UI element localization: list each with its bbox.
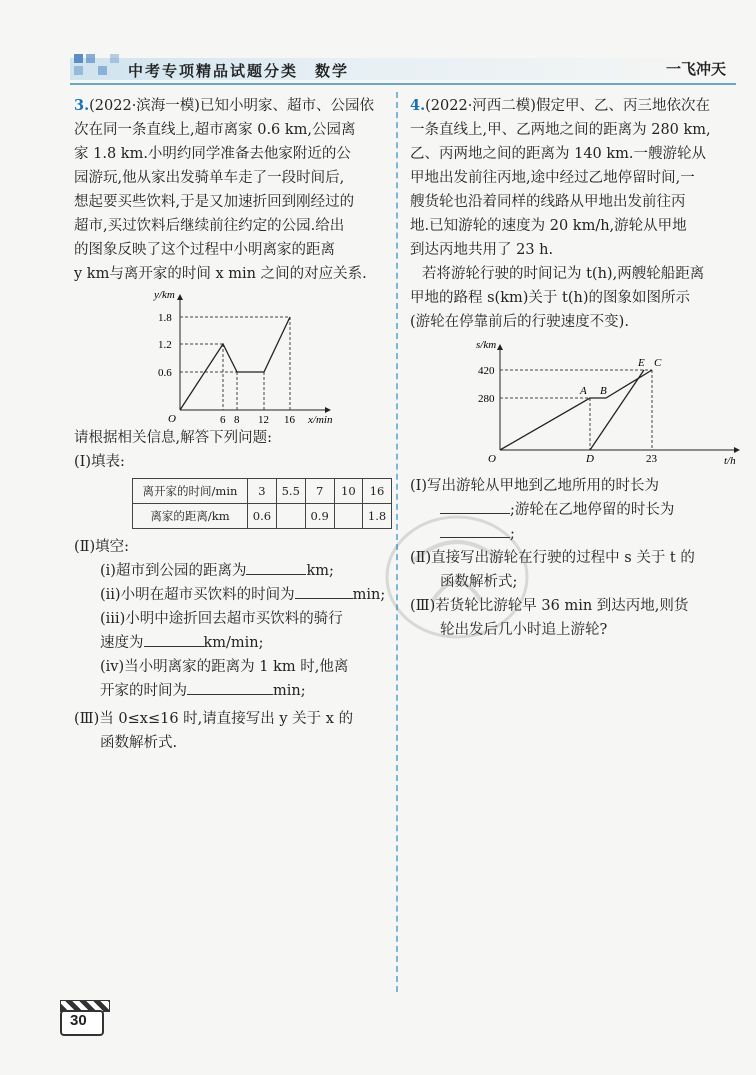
y-axis-label: y/km: [154, 290, 175, 301]
x-tick-label: 12: [258, 414, 269, 426]
question-number: 3.: [74, 97, 90, 114]
page-number-badge: [60, 1000, 116, 1034]
y-tick-label: 0.6: [158, 367, 172, 379]
point-label: E: [638, 357, 645, 369]
y-axis-arrow: [177, 294, 183, 300]
x-tick-label: 6: [220, 414, 226, 426]
q4-line: 若将游轮行驶的时间记为 t(h),两艘轮船距离: [422, 266, 705, 282]
q3-part2: (Ⅱ)填空:: [74, 539, 130, 555]
q4-line: 乙、丙两地之间的距离为 140 km.一艘游轮从: [410, 146, 707, 162]
q4-line: 地.已知游轮的速度为 20 km/h,游轮从甲地: [410, 218, 687, 234]
origin-label: O: [488, 453, 496, 465]
y-axis-arrow: [497, 344, 503, 350]
graph-line: [180, 317, 290, 410]
cargo-ship-line: [590, 370, 644, 450]
x-axis-label: t/h: [724, 455, 736, 466]
header-square: [98, 66, 107, 75]
table-cell: [276, 504, 305, 529]
q3-part1: (Ⅰ)填表:: [74, 454, 125, 470]
answer-blank: [144, 632, 204, 647]
answer-blank: [295, 584, 353, 599]
q4-line: 到达丙地共用了 23 h.: [410, 242, 554, 258]
y-tick-label: 420: [478, 365, 495, 377]
q4-part3: (Ⅲ)若货轮比游轮早 36 min 到达丙地,则货: [410, 598, 689, 614]
q3-sub4: (ⅳ)当小明离家的距离为 1 km 时,他离: [100, 659, 349, 675]
x-axis-arrow: [325, 407, 331, 413]
q3-line: 想起要买些饮料,于是又加速折回到刚经过的: [74, 194, 355, 210]
header-square: [74, 66, 83, 75]
q3-line: 超市,买过饮料后继续前往约定的公园.给出: [74, 218, 345, 234]
x-tick-label: 23: [646, 453, 657, 465]
x-tick-label: 8: [234, 414, 240, 426]
table-cell: 10: [334, 479, 363, 504]
page-number: 30: [70, 1012, 87, 1029]
table-cell: 离开家的时间/min: [133, 479, 248, 504]
q4-line: 甲地出发前往丙地,途中经过乙地停留时间,一: [410, 170, 695, 186]
table-cell: 7: [305, 479, 334, 504]
q3-line: 次在同一条直线上,超市离家 0.6 km,公园离: [74, 122, 356, 138]
q3-line: (2022·滨海一模)已知小明家、超市、公园依: [89, 98, 374, 114]
q4-graph: [472, 340, 752, 466]
q3-sub3: (ⅲ)小明中途折回去超市买饮料的骑行: [100, 611, 343, 627]
answer-blank: [187, 680, 273, 695]
table-cell: 离家的距离/km: [133, 504, 248, 529]
q3-line: y km与离开家的时间 x min 之间的对应关系.: [74, 266, 367, 282]
question-4: 4.(2022·河西二模)假定甲、乙、丙三地依次在 一条直线上,甲、乙两地之间的距离为 280 km, 乙、丙两地之间的距离为 140 km.一艘游轮从 甲地出发前往丙地,途中经过乙地停留时间,一 艘货轮也沿着同样的线路从甲地出发前往丙 地.已知游轮的速度为 20 km/h,游轮从甲地 到达丙地共用了 23 h. 若将游轮行驶的时间记为 t(h),两艘轮船距离 甲地的路程 s(km)关于 t(h)的图象如图所示 (游轮在停靠前后的行驶速度不变). s/km t/h O 420 280 A B E C D 23 (Ⅰ)写出游轮从甲地到乙地所用的时长为 ;游轮在乙地停留的时长为 ; (Ⅱ)直接写出游轮在行驶的过程中 s 关于 t 的 函数解析式; (Ⅲ)若货轮比游轮早 36 min 到达丙地,则货 轮出发后几小时追上游轮?: [410, 94, 732, 642]
q3-line: 园游玩,他从家出发骑单车走了一段时间后,: [74, 170, 345, 186]
q3-sub2: (ⅱ)小明在超市买饮料的时间为: [100, 587, 295, 603]
y-axis-label: s/km: [476, 340, 497, 351]
header-square: [86, 54, 95, 63]
y-tick-label: 1.2: [158, 339, 172, 351]
q4-line: (游轮在停靠前后的行驶速度不变).: [410, 314, 629, 330]
q4-line: 一条直线上,甲、乙两地之间的距离为 280 km,: [410, 122, 711, 138]
x-axis-label: x/min: [308, 414, 333, 426]
q3-part3: (Ⅲ)当 0≤x≤16 时,请直接写出 y 关于 x 的: [74, 711, 354, 727]
watermark-logo: [372, 502, 542, 652]
unit-text: km/min;: [203, 635, 264, 651]
table-row: [133, 479, 392, 504]
unit-text: min;: [352, 587, 386, 603]
table-cell: 1.8: [363, 504, 392, 529]
q4-line: 甲地的路程 s(km)关于 t(h)的图象如图所示: [410, 290, 690, 306]
table-cell: 0.6: [247, 504, 276, 529]
question-3: [74, 94, 392, 755]
q4-line: (2022·河西二模)假定甲、乙、丙三地依次在: [425, 98, 710, 114]
table-cell: 16: [363, 479, 392, 504]
q3-sub3-cont: 速度为: [100, 635, 144, 651]
table-cell: 3: [247, 479, 276, 504]
q3-sub1: (ⅰ)超市到公园的距离为: [100, 563, 247, 579]
header-rule: [70, 83, 736, 85]
header-square: [74, 54, 83, 63]
q3-line: 家 1.8 km.小明约同学准备去他家附近的公: [74, 146, 351, 162]
table-cell: 0.9: [305, 504, 334, 529]
q4-part1-cont: ;游轮在乙地停留的时长为: [510, 502, 675, 518]
q3-part3-cont: 函数解析式.: [100, 735, 178, 751]
table-row: [133, 504, 392, 529]
q4-line: 艘货轮也沿着同样的线路从甲地出发前往丙: [410, 194, 686, 210]
header-square: [110, 54, 119, 63]
q3-graph: [150, 290, 350, 426]
y-tick-label: 1.8: [158, 312, 172, 324]
question-number: 4.: [410, 97, 426, 114]
header-brand: 一飞冲天: [665, 60, 726, 78]
unit-text: min;: [273, 683, 306, 699]
header-title: 中考专项精品试题分类 数学: [128, 62, 350, 80]
cruise-ship-line: [500, 370, 652, 450]
point-label: A: [580, 385, 587, 397]
table-cell: 5.5: [276, 479, 305, 504]
unit-text: km;: [306, 563, 334, 579]
q3-line: 的图象反映了这个过程中小明离家的距离: [74, 242, 335, 258]
page-header: [70, 50, 730, 84]
x-tick-label: 16: [284, 414, 295, 426]
point-label: D: [586, 453, 594, 465]
table-cell: [334, 504, 363, 529]
answer-blank: [246, 560, 306, 575]
q3-fill-table: [132, 478, 392, 529]
q4-part1: (Ⅰ)写出游轮从甲地到乙地所用的时长为: [410, 478, 660, 494]
q3-sub4-cont: 开家的时间为: [100, 683, 187, 699]
q4-part2-cont: 函数解析式;: [440, 574, 518, 590]
q4-part2: (Ⅱ)直接写出游轮在行驶的过程中 s 关于 t 的: [410, 550, 695, 566]
point-label: B: [600, 385, 607, 397]
q4-part3-cont: 轮出发后几小时追上游轮?: [440, 622, 608, 638]
q3-intro: 请根据相关信息,解答下列问题:: [74, 430, 272, 446]
x-axis-arrow: [734, 447, 740, 453]
y-tick-label: 280: [478, 393, 495, 405]
origin-label: O: [168, 413, 176, 425]
point-label: C: [654, 357, 662, 369]
